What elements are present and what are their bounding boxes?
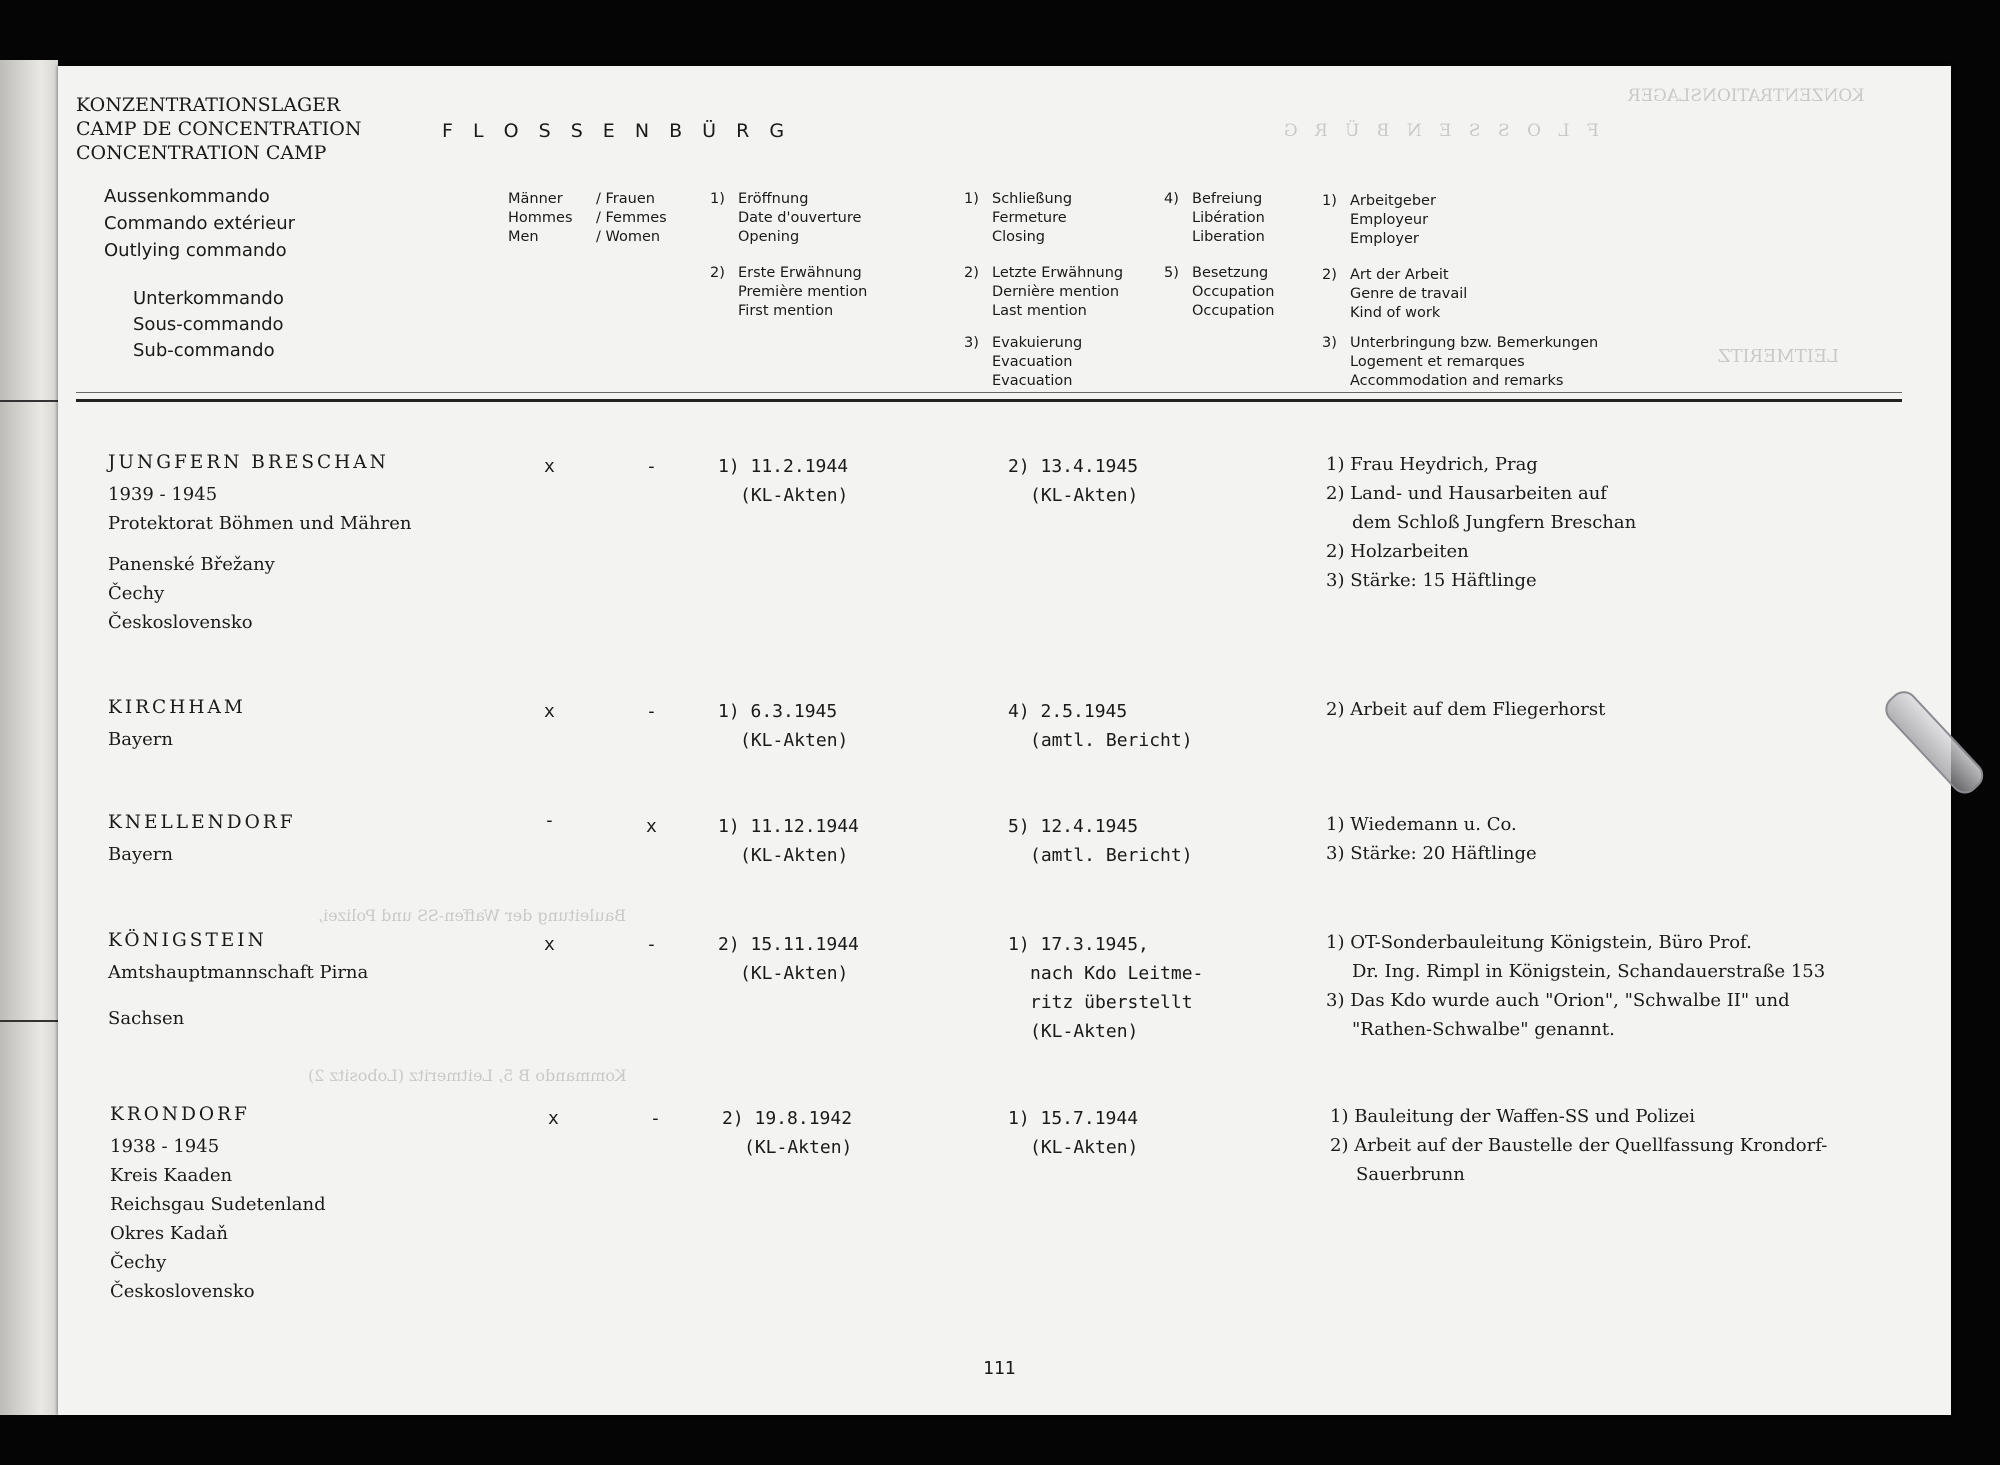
commando-info-local: Sachsen xyxy=(108,1008,185,1029)
remarks: 1) OT-Sonderbauleitung Königstein, Büro Prof. Dr. Ing. Rimpl in Königstein, Schandauerstraße 153 3) Das Kdo wurde auch "Orion", "Schwalbe II" und "Rathen-Schwalbe" genannt. xyxy=(1326,932,1826,1040)
header-rule xyxy=(76,399,1902,402)
left-page-edge xyxy=(0,60,58,1415)
opening-date: 2) 15.11.1944 (KL-Akten) xyxy=(718,934,859,984)
closing-date: 1) 15.7.1944 (KL-Akten) xyxy=(1008,1108,1139,1158)
men-mark: x xyxy=(548,1108,559,1129)
header-rule xyxy=(76,392,1902,393)
remarks: 1) Bauleitung der Waffen-SS und Polizei 2) Arbeit auf der Baustelle der Quellfassung Krondorf- Sauerbrunn xyxy=(1330,1106,1828,1185)
closing-header: 1) Schließung Fermeture Closing xyxy=(964,191,1073,245)
remarks: 1) Frau Heydrich, Prag 2) Land- und Hausarbeiten auf dem Schloß Jungfern Breschan 2) Holzarbeiten 3) Stärke: 15 Häftlinge xyxy=(1326,454,1637,591)
page-number: 111 xyxy=(983,1358,1016,1379)
opening-date: 2) 19.8.1942 (KL-Akten) xyxy=(722,1108,853,1158)
camp-name: F L O S S E N B Ü R G xyxy=(442,120,792,142)
women-mark: x xyxy=(646,816,657,837)
show-through-text: Bauleitung der Waffen-SS und Polizei, xyxy=(318,906,627,925)
men-mark: - xyxy=(544,810,555,831)
commando-name: KRONDORF xyxy=(110,1104,250,1125)
commando-name: JUNGFERN BRESCHAN xyxy=(108,452,389,473)
accommodation-header: 3) Unterbringung bzw. Bemerkungen Logement et remarques Accommodation and remarks xyxy=(1322,335,1599,389)
closing-date: 2) 13.4.1945 (KL-Akten) xyxy=(1008,456,1139,506)
sub-commando-label: Unterkommando Sous-commando Sub-commando xyxy=(133,288,284,361)
opening-date: 1) 11.12.1944 (KL-Akten) xyxy=(718,816,859,866)
show-through-text: F L O S S E N B Ü R G xyxy=(1278,121,1599,141)
show-through-text: Kommando B 5, Leitmeritz (Lobositz 2) xyxy=(308,1066,627,1085)
show-through-text: LEITMERITZ xyxy=(1718,346,1839,367)
men-mark: x xyxy=(544,456,555,477)
commando-name: KÖNIGSTEIN xyxy=(108,930,267,951)
women-mark: - xyxy=(646,701,657,722)
remarks: 2) Arbeit auf dem Fliegerhorst xyxy=(1326,699,1606,720)
commando-info: Bayern xyxy=(108,729,173,750)
camp-label: KONZENTRATIONSLAGER CAMP DE CONCENTRATION CONCENTRATION CAMP xyxy=(76,94,362,164)
men-mark: x xyxy=(544,701,555,722)
women-mark: - xyxy=(646,456,657,477)
commando-name: KNELLENDORF xyxy=(108,812,296,833)
opening-header: 1) Eröffnung Date d'ouverture Opening xyxy=(710,191,862,245)
commando-name: KIRCHHAM xyxy=(108,697,246,718)
women-mark: - xyxy=(646,934,657,955)
closing-date: 4) 2.5.1945 (amtl. Bericht) xyxy=(1008,701,1193,751)
opening-date: 1) 6.3.1945 (KL-Akten) xyxy=(718,701,849,751)
men-mark: x xyxy=(544,934,555,955)
evacuation-header: 3) Evakuierung Evacuation Evacuation xyxy=(964,335,1083,389)
liberation-header: 4) Befreiung Libération Liberation xyxy=(1164,191,1265,245)
gender-header-women: / Frauen / Femmes / Women xyxy=(596,191,667,245)
remarks: 1) Wiedemann u. Co. 3) Stärke: 20 Häftlinge xyxy=(1326,814,1537,864)
commando-info: Amtshauptmannschaft Pirna xyxy=(108,962,369,983)
last-mention-header: 2) Letzte Erwähnung Dernière mention Last mention xyxy=(964,265,1124,319)
commando-info: 1939 - 1945 Protektorat Böhmen und Mähren xyxy=(108,484,412,534)
commando-info: 1938 - 1945 Kreis Kaaden Reichsgau Sudetenland Okres Kadaň Čechy Československo xyxy=(110,1136,326,1302)
document-page xyxy=(58,66,1951,1415)
closing-date: 1) 17.3.1945, nach Kdo Leitme- ritz überstellt (KL-Akten) xyxy=(1008,934,1204,1042)
gender-header-men: Männer Hommes Men xyxy=(508,191,573,245)
commando-info: Bayern xyxy=(108,844,173,865)
opening-date: 1) 11.2.1944 (KL-Akten) xyxy=(718,456,849,506)
commando-info-local: Panenské Břežany Čechy Československo xyxy=(108,554,275,633)
first-mention-header: 2) Erste Erwähnung Première mention First mention xyxy=(710,265,868,319)
employer-header: 1) Arbeitgeber Employeur Employer xyxy=(1322,193,1436,247)
outlying-commando-label: Aussenkommando Commando extérieur Outlying commando xyxy=(104,186,296,261)
occupation-header: 5) Besetzung Occupation Occupation xyxy=(1164,265,1275,319)
women-mark: - xyxy=(650,1108,661,1129)
closing-date: 5) 12.4.1945 (amtl. Bericht) xyxy=(1008,816,1193,866)
kind-of-work-header: 2) Art der Arbeit Genre de travail Kind of work xyxy=(1322,267,1468,321)
show-through-text: KONZENTRATIONSLAGER xyxy=(1628,86,1865,106)
